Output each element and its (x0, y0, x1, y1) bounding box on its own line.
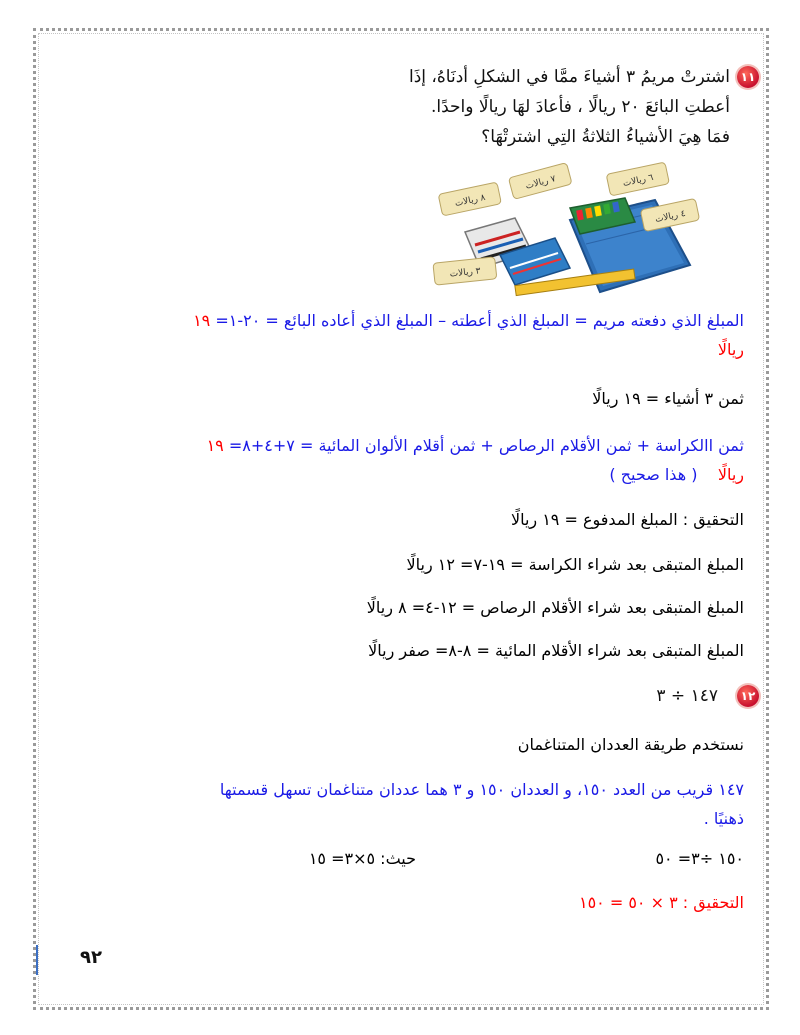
price-tag-label: ٧ ريالات (524, 174, 557, 192)
solution-line: ثمن ٣ أشياء = ١٩ ريالًا (592, 389, 744, 408)
solution-line: ١٥٠ ÷٣= ٥٠ (655, 849, 744, 868)
solution-line: حيث: ٥×٣= ١٥ (308, 849, 416, 868)
solution-line: التحقيق : المبلغ المدفوع = ١٩ ريالًا (510, 510, 744, 529)
solution-line: ثمن االكراسة + ثمن الأقلام الرصاص + ثمن أقلام الألوان المائية = ٧+٤+٨= ١٩ (206, 436, 744, 455)
problem-text-line: اشترتْ مريمُ ٣ أشياءَ ممَّا في الشكلِ أدنَاهُ، إذَا (408, 67, 730, 87)
price-tag-label: ٣ ريالات (449, 266, 481, 280)
problem-text-line: أعطتِ البائعَ ٢٠ ريالًا ، فأعادَ لهَا ريالًا واحدًا. (430, 97, 730, 117)
price-tag-label: ٨ ريالات (454, 192, 487, 210)
problem-number-badge: ١٢ (737, 685, 759, 707)
division-expression: ١٤٧ ÷ ٣ (656, 686, 718, 706)
problem-text-line: فمَا هِيَ الأشياءُ الثلاثةُ التِي اشترتْهَا؟ (481, 127, 730, 147)
solution-line: ١٤٧ قريب من العدد ١٥٠، و العددان ١٥٠ و ٣ هما عددان متناغمان تسهل قسمتها (219, 780, 744, 799)
solution-line: المبلغ المتبقى بعد شراء الكراسة = ١٩-٧= ١٢ ريالًا (406, 555, 744, 574)
page-number: ٩٢ (80, 947, 102, 968)
solution-line: نستخدم طريقة العددان المتناغمان (517, 735, 744, 754)
price-tag (606, 162, 669, 196)
solution-line: المبلغ الذي دفعته مريم = المبلغ الذي أعطته – المبلغ الذي أعاده البائع = ٢٠-١= ١٩ (193, 311, 744, 330)
verification-line: التحقيق : ٣ × ٥٠ = ١٥٠ (578, 893, 744, 912)
solution-line: المبلغ المتبقى بعد شراء الأقلام الرصاص = ١٢-٤= ٨ ريالًا (366, 598, 744, 617)
school-supplies-illustration (420, 160, 720, 300)
price-tag (433, 257, 497, 285)
margin-marker (36, 945, 38, 975)
price-tag-label: ٦ ريالات (622, 172, 655, 190)
solution-line: ريالًا ( هذا صحيح ) (609, 465, 744, 484)
problem-number-badge: ١١ (737, 66, 759, 88)
solution-line: ذهنيًا . (703, 809, 744, 828)
solution-line: المبلغ المتبقى بعد شراء الأقلام المائية = ٨-٨= صفر ريالًا (368, 641, 744, 660)
solution-line: ريالًا (717, 340, 744, 359)
price-tag-label: ٤ ريالات (654, 208, 687, 226)
price-tag (508, 163, 572, 200)
price-tag (438, 182, 501, 216)
